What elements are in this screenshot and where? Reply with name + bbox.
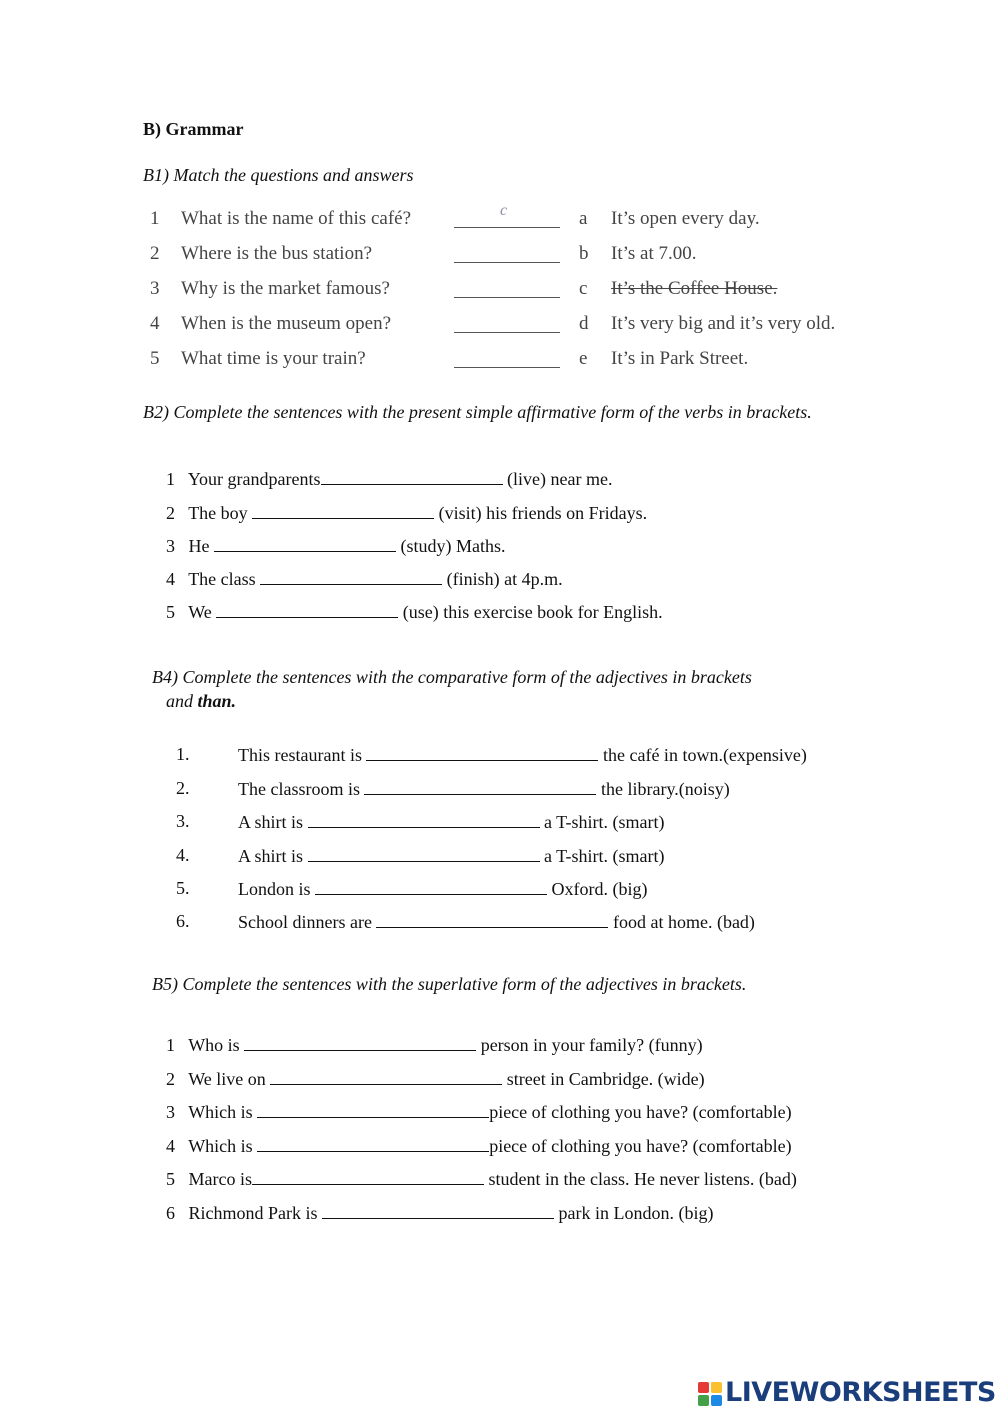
b4-item: [176, 778, 730, 800]
b2-text-before: We: [188, 602, 217, 622]
b4-text-before: A shirt is: [238, 846, 308, 866]
b5-text-before: Richmond Park is: [188, 1203, 322, 1223]
answer-blank[interactable]: [321, 468, 503, 485]
answer-blank[interactable]: [308, 811, 540, 828]
b1-question: Why is the market famous?: [181, 278, 390, 299]
b1-instruction: B1) Match the questions and answers: [143, 165, 414, 185]
b5-text-after: person in your family? (funny): [476, 1035, 703, 1055]
b2-number: 2: [166, 503, 175, 523]
b2-number: 5: [166, 602, 175, 622]
b1-answer-blank[interactable]: [454, 297, 560, 298]
b4-item: [176, 878, 648, 900]
b1-answer-blank[interactable]: [454, 227, 560, 228]
answer-blank[interactable]: [366, 744, 598, 761]
b2-number: 3: [166, 536, 175, 556]
b5-text-before: We live on: [188, 1069, 271, 1089]
answer-blank[interactable]: [252, 502, 434, 519]
b1-answer: It’s at 7.00.: [611, 243, 697, 264]
b4-text-before: The classroom is: [238, 779, 365, 799]
b4-number: 1.: [176, 744, 190, 764]
b2-item: [166, 568, 563, 590]
b2-item: [166, 468, 612, 490]
b4-text-after: a T-shirt. (smart): [539, 812, 665, 832]
b4-item: [176, 811, 665, 833]
b1-answer-blank[interactable]: [454, 332, 560, 333]
b2-text-before: Your grandparents: [187, 469, 321, 489]
b2-item: [166, 535, 506, 557]
b5-number: 2: [166, 1069, 175, 1089]
answer-blank[interactable]: [376, 911, 608, 928]
b1-answer-blank[interactable]: [454, 262, 560, 263]
b1-answer: It’s very big and it’s very old.: [611, 313, 836, 334]
b5-text-before: Which is: [188, 1102, 258, 1122]
b1-question: What is the name of this café?: [181, 208, 412, 229]
b5-number: 5: [166, 1169, 175, 1189]
b1-row: [150, 202, 870, 238]
b4-number: 5.: [176, 878, 190, 898]
b1-row: [150, 278, 870, 308]
section-title: B) Grammar: [143, 119, 244, 139]
b4-text-after: food at home. (bad): [608, 912, 755, 932]
answer-blank[interactable]: [308, 845, 540, 862]
b4-instruction-and: and: [166, 691, 198, 711]
b4-instruction: B4) Complete the sentences with the comparative form of the adjectives in brackets: [152, 667, 752, 687]
answer-blank[interactable]: [214, 535, 396, 552]
b4-item: [176, 845, 665, 867]
b1-answer-blank[interactable]: [454, 367, 560, 368]
b2-item: [166, 502, 647, 524]
b1-answer: It’s in Park Street.: [611, 348, 749, 369]
b5-text-after: piece of clothing you have? (comfortable): [489, 1136, 792, 1156]
answer-blank[interactable]: [364, 778, 596, 795]
b2-text-after: (live) near me.: [502, 469, 613, 489]
b4-instruction-than: than.: [197, 691, 237, 711]
answer-blank[interactable]: [257, 1101, 489, 1118]
b1-example-fill: c: [500, 202, 508, 219]
answer-blank[interactable]: [216, 601, 398, 618]
b1-number: 5: [150, 348, 160, 369]
b5-text-after: piece of clothing you have? (comfortable): [489, 1102, 792, 1122]
b2-item: [166, 601, 663, 623]
b1-letter: b: [579, 243, 589, 264]
b4-number: 3.: [176, 811, 190, 831]
answer-blank[interactable]: [315, 878, 547, 895]
b5-number: 1: [166, 1035, 175, 1055]
b4-item: [176, 744, 807, 766]
b5-number: 6: [166, 1203, 175, 1223]
b1-row: [150, 348, 870, 378]
b1-number: 2: [150, 243, 160, 264]
b5-item: [166, 1101, 792, 1123]
b4-text-after: the library.(noisy): [596, 779, 730, 799]
b5-item: [166, 1202, 713, 1224]
b2-instruction: B2) Complete the sentences with the present simple affirmative form of the verbs in brackets.: [143, 402, 812, 422]
b5-text-before: Marco is: [188, 1169, 252, 1189]
b5-item: [166, 1068, 705, 1090]
liveworksheets-logo-text: LIVEWORKSHEETS: [725, 1377, 996, 1408]
b2-text-before: The boy: [188, 503, 253, 523]
b1-letter: c: [579, 278, 588, 299]
b2-text-after: (study) Maths.: [396, 536, 506, 556]
b1-question: When is the museum open?: [181, 313, 392, 334]
liveworksheets-logo-icon: [697, 1380, 723, 1408]
b4-number: 4.: [176, 845, 190, 865]
answer-blank[interactable]: [270, 1068, 502, 1085]
b4-text-before: This restaurant is: [238, 745, 367, 765]
b1-question: What time is your train?: [181, 348, 366, 369]
b4-item: [176, 911, 755, 933]
b1-letter: a: [579, 208, 588, 229]
b1-number: 3: [150, 278, 160, 299]
b2-text-after: (use) this exercise book for English.: [398, 602, 663, 622]
b1-row: [150, 243, 870, 273]
b5-instruction: B5) Complete the sentences with the superlative form of the adjectives in brackets.: [152, 974, 747, 994]
b2-number: 4: [166, 569, 175, 589]
b4-number: 2.: [176, 778, 190, 798]
answer-blank[interactable]: [244, 1034, 476, 1051]
b4-number: 6.: [176, 911, 190, 931]
b4-text-after: a T-shirt. (smart): [539, 846, 665, 866]
b4-text-after: the café in town.(expensive): [598, 745, 807, 765]
b5-text-after: park in London. (big): [554, 1203, 714, 1223]
b2-text-after: (visit) his friends on Fridays.: [434, 503, 648, 523]
b5-item: [166, 1135, 792, 1157]
answer-blank[interactable]: [322, 1202, 554, 1219]
b1-answer: It’s open every day.: [611, 208, 760, 229]
b5-text-before: Who is: [188, 1035, 245, 1055]
b1-answer-struck: It’s the Coffee House.: [611, 278, 778, 299]
b1-question: Where is the bus station?: [181, 243, 373, 264]
b1-row: [150, 313, 870, 343]
b4-text-before: London is: [238, 879, 316, 899]
answer-blank[interactable]: [252, 1168, 484, 1185]
b5-item: [166, 1034, 703, 1056]
b5-text-after: street in Cambridge. (wide): [502, 1069, 705, 1089]
b4-text-before: A shirt is: [238, 812, 308, 832]
b5-text-before: Which is: [188, 1136, 258, 1156]
b5-number: 3: [166, 1102, 175, 1122]
b1-number: 4: [150, 313, 160, 334]
b2-text-before: He: [188, 536, 214, 556]
b5-number: 4: [166, 1136, 175, 1156]
b1-number: 1: [150, 208, 160, 229]
b5-text-after: student in the class. He never listens. (bad): [483, 1169, 797, 1189]
b1-letter: d: [579, 313, 589, 334]
b4-instruction-continued: [166, 688, 236, 714]
answer-blank[interactable]: [257, 1135, 489, 1152]
answer-blank[interactable]: [260, 568, 442, 585]
b2-text-after: (finish) at 4p.m.: [442, 569, 563, 589]
b2-number: 1: [166, 469, 175, 489]
b4-text-after: Oxford. (big): [547, 879, 648, 899]
b4-text-before: School dinners are: [238, 912, 377, 932]
b5-item: [166, 1168, 797, 1190]
b2-text-before: The class: [188, 569, 261, 589]
b1-letter: e: [579, 348, 588, 369]
